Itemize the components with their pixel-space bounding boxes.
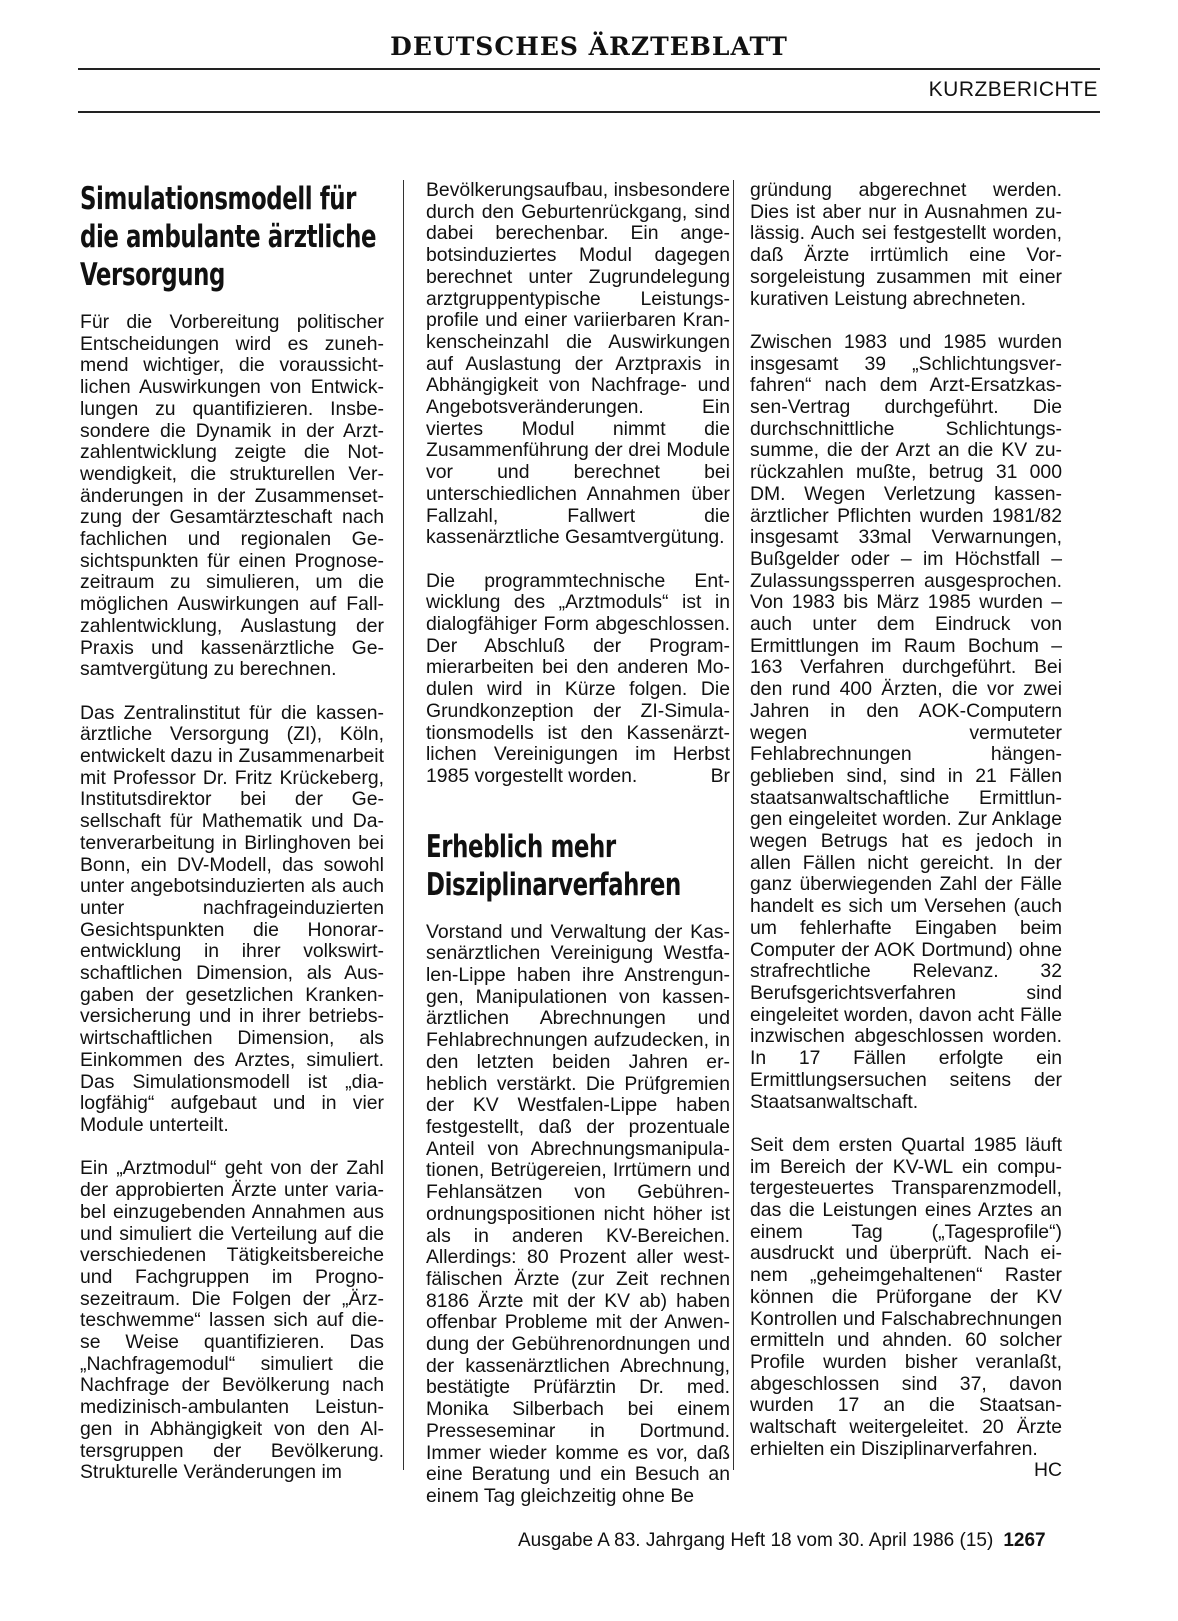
column-1 [80, 180, 384, 1506]
masthead: DEUTSCHES ÄRZTEBLATT [390, 32, 788, 61]
author-signature: Br [710, 764, 730, 787]
column-2 [426, 179, 731, 1507]
article-paragraph: Bevölkerungsaufbau, insbesondere durch den Geburtenrückgang, sind dabei berechenbar. Ein angebotsinduziertes Modul dagegen berechnet unter Zugrundelegung arztgruppentypische Leistungsprofile und einer variierbaren Krankenscheinzahl die Auswirkungen auf Auslastung der Arztpraxis in Abhängigkeit von Nachfrage- und Angebotsveränderungen. Ein viertes Modul nimmt die Zusammenführung der drei Module vor und berechnet bei unterschiedlichen Annahmen über Fallzahl, Fallwert die kassenärztliche Gesamtvergütung. [426, 179, 731, 549]
page-footer [518, 1530, 1046, 1552]
column-divider [403, 180, 404, 1470]
author-signature: HC [1033, 1459, 1062, 1482]
column-divider [733, 180, 734, 1470]
article-paragraph: Für die Vorbereitung politischer Entscheidungen wird es zunehmend wichtiger, die voraussichtlichen Auswirkungen von Entwicklungen zu quantifizieren. Insbesondere die Dynamik in der Arztzahlentwicklung zeigte die Notwendigkeit, die strukturellen Veränderungen in der Zusammensetzung der Gesamtärzteschaft nach fachlichen und regionalen Gesichtspunkten für einen Prognosezeitraum zu simulieren, um die möglichen Auswirkungen auf Fallzahlentwicklung, Auslastung der Praxis und kassenärztliche Gesamtvergütung zu berechnen. [80, 311, 384, 681]
article-paragraph: gründung abgerechnet werden. Dies ist aber nur in Ausnahmen zulässig. Auch sei festgestellt worden, daß Ärzte irrtümlich eine Vorsorgeleistung zusammen mit einer kurativen Leistung abrechneten. [750, 179, 1062, 310]
article-paragraph [750, 1133, 1062, 1482]
article-paragraph-text: Die programmtechnische Entwicklung des „Arztmoduls“ ist in dialogfähiger Form abgeschlossen. Der Abschluß der Programmierarbeiten bei den anderen Modulen wird in Kürze folgen. Die Grundkonzeption der ZI-Simulationsmodells ist den Kassenärztlichen Vereinigungen im Herbst 1985 vorgestellt worden. [426, 569, 730, 787]
page-number: 1267 [1003, 1530, 1046, 1551]
article-paragraph: Das Zentralinstitut für die kassenärztliche Versorgung (ZI), Köln, entwickelt dazu in Zusammenarbeit mit Professor Dr. Fritz Krückeberg, Institutsdirektor bei der Gesellschaft für Mathematik und Datenverarbeitung in Birlinghoven bei Bonn, ein DV-Modell, das sowohl unter angebotsinduzierten als auch unter nachfrageinduzierten Gesichtspunkten die Honorarentwicklung in ihrer volkswirtschaftlichen Dimension, als Ausgaben der gesetzlichen Krankenversicherung und in ihrer betriebswirtschaftlichen Dimension, als Einkommen des Arztes, simuliert. Das Simulationsmodell ist „dialogfähig“ aufgebaut und in vier Module unterteilt. [80, 701, 384, 1136]
article-paragraph: Zwischen 1983 und 1985 wurden insgesamt 39 „Schlichtungsverfahren“ nach dem Arzt-Ersatzkassen-Vertrag durchgeführt. Die durchschnittliche Schlichtungssumme, die der Arzt an die KV zurückzahlen mußte, betrug 31 000 DM. Wegen Verletzung kassenärztlicher Pflichten wurden 1981/82 insgesamt 33mal Verwarnungen, Bußgelder oder – im Höchstfall – Zulassungssperren ausgesprochen. Von 1983 bis März 1985 wurden – auch unter dem Eindruck von Ermittlungen im Raum Bochum – 163 Verfahren durchgeführt. Bei den rund 400 Ärzten, die vor zwei Jahren in den AOK-Computern wegen vermuteter Fehlabrechnungen hängengeblieben sind, sind in 21 Fällen staatsanwaltschaftliche Ermittlungen eingeleitet worden. Zur Anklage wegen Betrugs hat es jedoch in allen Fällen nicht gereicht. In der ganz überwiegenden Zahl der Fälle handelt es sich um Versehen (auch um fehlerhafte Eingaben beim Computer der AOK Dortmund) ohne strafrechtliche Relevanz. 32 Berufsgerichtsverfahren sind eingeleitet worden, davon acht Fälle inzwischen abgeschlossen worden. In 17 Fällen erfolgte ein Ermittlungsersuchen seitens der Staatsanwaltschaft. [750, 330, 1062, 1113]
masthead-rule [78, 68, 1100, 70]
article-paragraph [426, 571, 730, 788]
article-paragraph: Ein „Arztmodul“ geht von der Zahl der approbierten Ärzte unter variabel einzugebenden Annahmen aus und simuliert die Verteilung auf die verschiedenen Tätigkeitsbereiche und Fachgruppen im Prognosezeitraum. Die Folgen der „Ärzteschwemme“ lassen sich auf diese Weise quantifizieren. Das „Nachfragemodul“ simuliert die Nachfrage der Bevölkerung nach medizinisch-ambulanten Leistungen in Abhängigkeit von den Altersgruppen der Bevölkerung. Strukturelle Veränderungen im [80, 1157, 384, 1484]
article-headline: Erheblich mehr Disziplinarverfahren [426, 828, 681, 903]
section-rule [78, 111, 1100, 113]
section-label: KURZBERICHTE [928, 78, 1098, 101]
column-3 [750, 180, 1062, 1482]
article-paragraph-text: Seit dem ersten Quartal 1985 läuft im Bereich der KV-WL ein computergesteuertes Transparenzmodell, das die Leistungen eines Arztes an einem Tag („Tagesprofile“) ausdruckt und überprüft. Nach einem „geheimgehaltenen“ Raster können die Prüforgane der KV Kontrollen und Falschabrechnungen ermitteln und ahnden. 60 solcher Profile wurden bisher veranlaßt, abgeschlossen sind 37, davon wurden 17 an die Staatsanwaltschaft weitergeleitet. 20 Ärzte erhielten ein Disziplinarverfahren. [750, 1133, 1062, 1460]
article-paragraph: Vorstand und Verwaltung der Kassenärztlichen Vereinigung Westfalen-Lippe haben ihre Anstrengungen, Manipulationen von kassenärztlichen Abrechnungen und Fehlabrechnungen aufzudecken, in den letzten beiden Jahren erheblich verstärkt. Die Prüfgremien der KV Westfalen-Lippe haben festgestellt, daß der prozentuale Anteil von Abrechnungsmanipulationen, Betrügereien, Irrtümern und Fehlansätzen von Gebührenordnungspositionen nicht höher ist als in anderen KV-Bereichen. Allerdings: 80 Prozent aller westfälischen Ärzte (zur Zeit rechnen 8186 Ärzte mit der KV ab) haben offenbar Probleme mit der Anwendung der Gebührenordnungen und der kassenärztlichen Abrechnung, bestätigte Prüfärztin Dr. med. Monika Silberbach bei einem Presseseminar in Dortmund. Immer wieder komme es vor, daß eine Beratung und ein Besuch an einem Tag gleichzeitig ohne Be [426, 920, 730, 1507]
issue-info: Ausgabe A 83. Jahrgang Heft 18 vom 30. April 1986 (15) [518, 1530, 994, 1551]
article-headline: Simulationsmodell für die ambulante ärztliche Versorgung [80, 181, 377, 293]
